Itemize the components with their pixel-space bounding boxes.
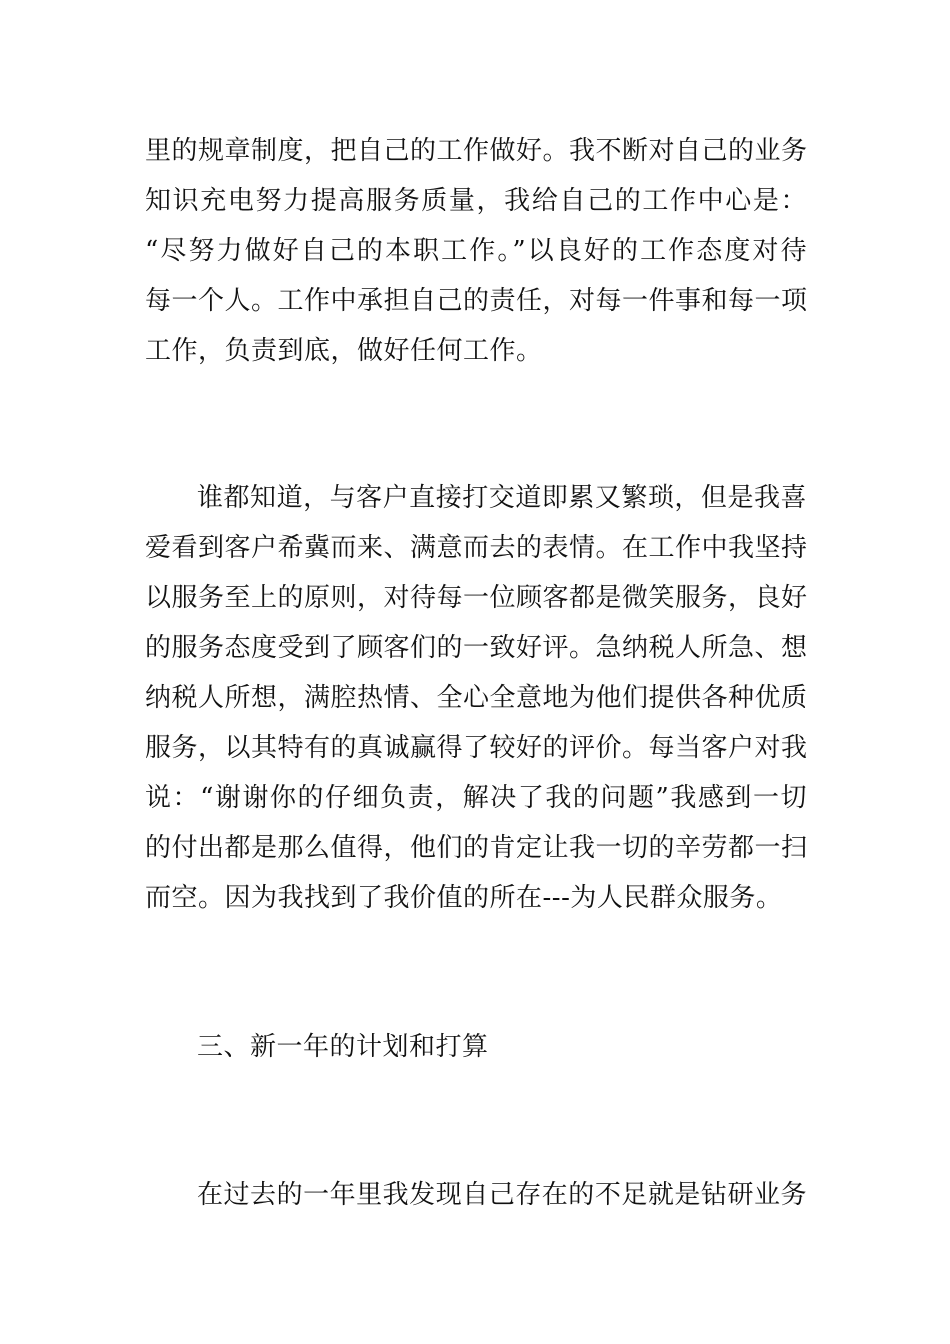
paragraph-1 bbox=[145, 126, 807, 376]
paragraph-2 bbox=[145, 473, 807, 923]
text-line: 工作，负责到底，做好任何工作。 bbox=[145, 336, 543, 366]
section-heading-text: 三、新一年的计划和打算 bbox=[197, 1032, 489, 1062]
paragraph-3 bbox=[145, 1170, 807, 1220]
text-line: 的付出都是那么值得，他们的肯定让我一切的辛劳都一扫 bbox=[145, 833, 808, 863]
text-line: 谁都知道，与客户直接打交道即累又繁琐，但是我喜 bbox=[197, 483, 807, 513]
text-line: 而空。因为我找到了我价值的所在---为人民群众服务。 bbox=[145, 883, 783, 913]
text-line: 的服务态度受到了顾客们的一致好评。急纳税人所急、想 bbox=[145, 633, 808, 663]
text-line: 在过去的一年里我发现自己存在的不足就是钻研业务 bbox=[197, 1180, 807, 1210]
text-line: “尽努力做好自己的本职工作。”以良好的工作态度对待 bbox=[145, 236, 807, 266]
text-line: 服务，以其特有的真诚赢得了较好的评价。每当客户对我 bbox=[145, 733, 808, 763]
text-line: 知识充电努力提高服务质量，我给自己的工作中心是： bbox=[145, 186, 807, 216]
text-line: 爱看到客户希冀而来、满意而去的表情。在工作中我坚持 bbox=[145, 533, 808, 563]
text-line: 每一个人。工作中承担自己的责任，对每一件事和每一项 bbox=[145, 286, 808, 316]
text-line: 里的规章制度，把自己的工作做好。我不断对自己的业务 bbox=[145, 136, 808, 166]
text-line: 以服务至上的原则，对待每一位顾客都是微笑服务，良好 bbox=[145, 583, 808, 613]
text-line: 说：“谢谢你的仔细负责，解决了我的问题”我感到一切 bbox=[145, 783, 807, 813]
section-heading bbox=[145, 1022, 807, 1072]
text-line: 纳税人所想，满腔热情、全心全意地为他们提供各种优质 bbox=[145, 683, 808, 713]
